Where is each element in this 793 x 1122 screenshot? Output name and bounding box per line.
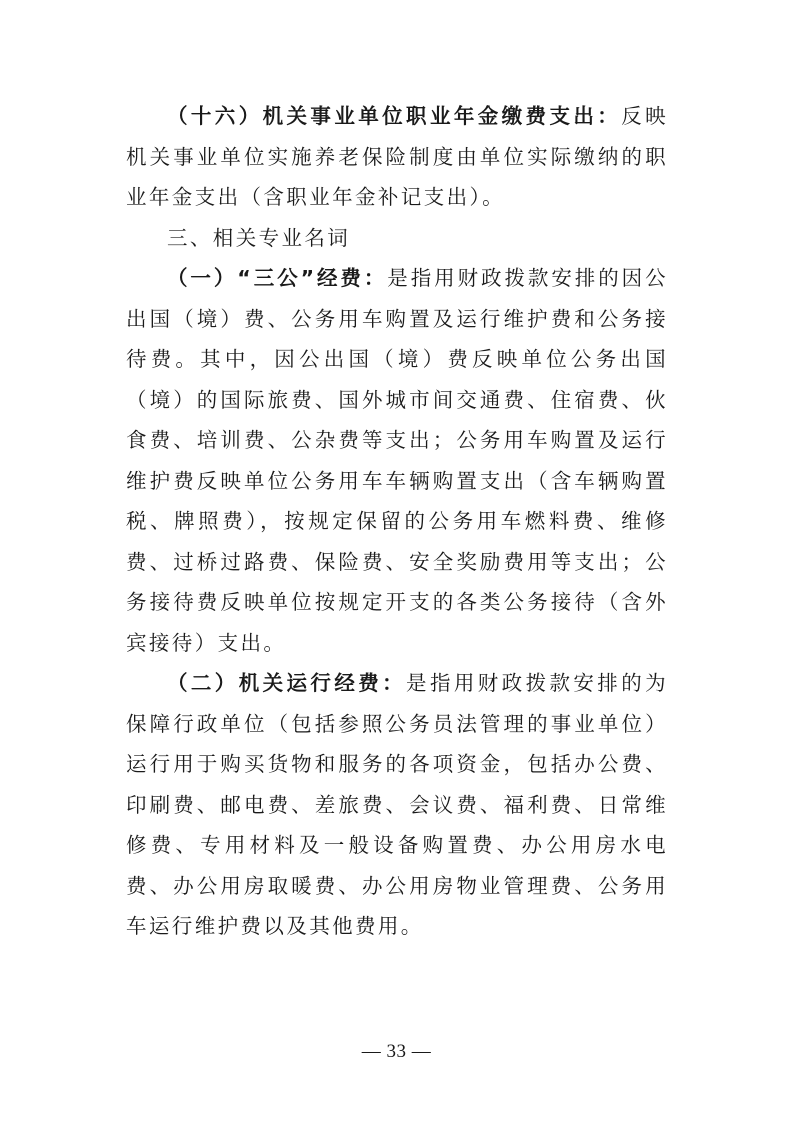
section-heading: [126, 218, 668, 259]
document-body: [126, 96, 668, 947]
paragraph-three-public-expenses: [126, 258, 668, 663]
paragraph-lead: （一）“三公”经费：: [167, 266, 388, 290]
paragraph-text: 是指用财政拨款安排的为保障行政单位（包括参照公务员法管理的事业单位）运行用于购买货物和服务的各项资金，包括办公费、印刷费、邮电费、差旅费、会议费、福利费、日常维修费、专用材料及一般设备购置费、办公用房水电费、办公用房取暖费、办公用房物业管理费、公务用车运行维护费以及其他费用。: [126, 671, 668, 938]
paragraph-text: 是指用财政拨款安排的因公出国（境）费、公务用车购置及运行维护费和公务接待费。其中，因公出国（境）费反映单位公务出国（境）的国际旅费、国外城市间交通费、住宿费、伙食费、培训费、公杂费等支出；公务用车购置及运行维护费反映单位公务用车车辆购置支出（含车辆购置税、牌照费），按规定保留的公务用车燃料费、维修费、过桥过路费、保险费、安全奖励费用等支出；公务接待费反映单位按规定开支的各类公务接待（含外宾接待）支出。: [126, 266, 668, 655]
paragraph-pension-expenditure: [126, 96, 668, 218]
paragraph-lead: （二）机关运行经费：: [167, 671, 407, 695]
paragraph-operating-expenses: [126, 663, 668, 947]
paragraph-text: 反映机关事业单位实施养老保险制度由单位实际缴纳的职业年金支出（含职业年金补记支出）。: [126, 104, 668, 209]
paragraph-lead: （十六）机关事业单位职业年金缴费支出：: [167, 104, 622, 128]
section-heading-text: 三、相关专业名词: [167, 225, 351, 250]
page-number: — 33 —: [361, 1041, 432, 1062]
